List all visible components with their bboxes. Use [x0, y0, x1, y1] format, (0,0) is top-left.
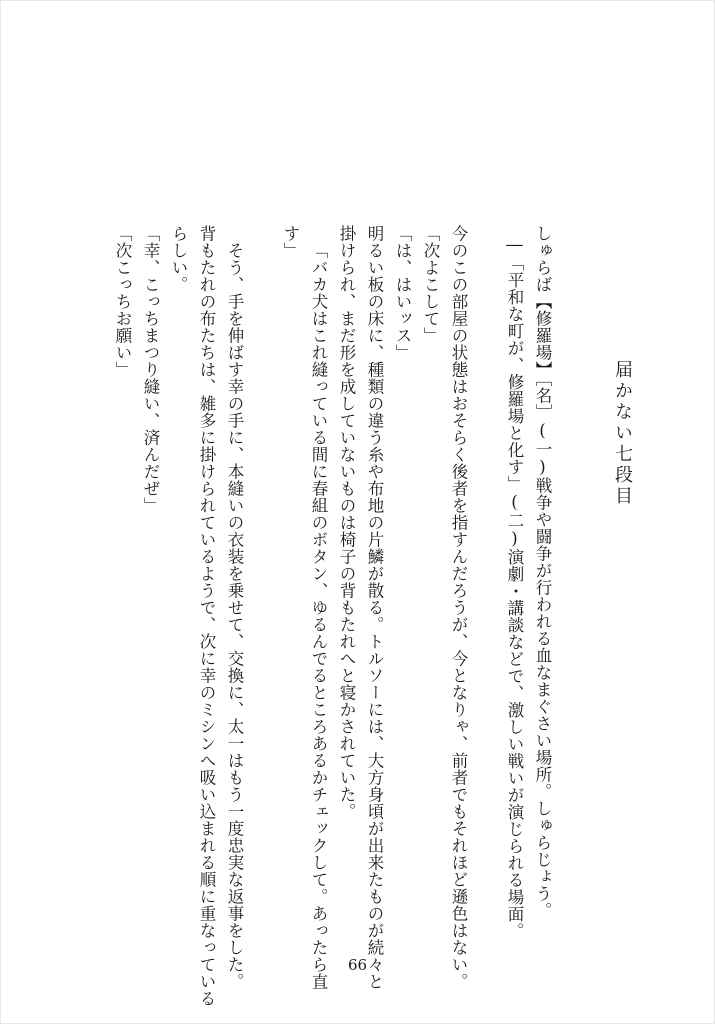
text-column: 「幸、こっちまつり縫い、済んだぜ」: [141, 225, 160, 514]
text-column: 背もたれの布たちは、雑多に掛けられているようで、次に幸のミシンへ吸い込まれる順に重なっている: [197, 225, 216, 1007]
text-column: 掛けられ、まだ形を成していないものは椅子の背もたれへと寝かされていた。: [337, 225, 356, 820]
text-column: 「バカ犬はこれ縫っている間に春組のボタン、ゆるんでるところあるかチェックして。あったら直: [309, 242, 328, 990]
page-number: 66: [347, 956, 368, 974]
text-column: す」: [281, 225, 300, 259]
text-column: しゅらば【修羅場】［名］(一)戦争や闘争が行われる血なまぐさい場所。しゅらじょう。: [533, 225, 552, 919]
text-column: 今のこの部屋の状態はおそらく後者を指すんだろうが、今となりゃ、前者でもそれほど遜色はない。: [449, 225, 468, 990]
text-column: らしい。: [169, 225, 188, 293]
text-column: そう、手を伸ばす幸の手に、本縫いの衣装を乗せて、交換に、太一はもう一度忠実な返事をした。: [225, 242, 244, 990]
chapter-title: 届かない七段目: [612, 360, 633, 507]
text-column: 「次こっちお願い」: [113, 225, 132, 378]
text-column: ―「平和な町が、修羅場と化す」(二)演劇・講談などで、激しい戦いが演じられる場面。: [505, 235, 524, 940]
text-column: 「次よこして」: [421, 225, 440, 344]
text-column: 明るい板の床に、種類の違う糸や布地の片鱗が散る。トルソーには、大方身頃が出来たものが続々と: [365, 225, 384, 990]
text-column: 「は、はいッス」: [393, 225, 412, 361]
